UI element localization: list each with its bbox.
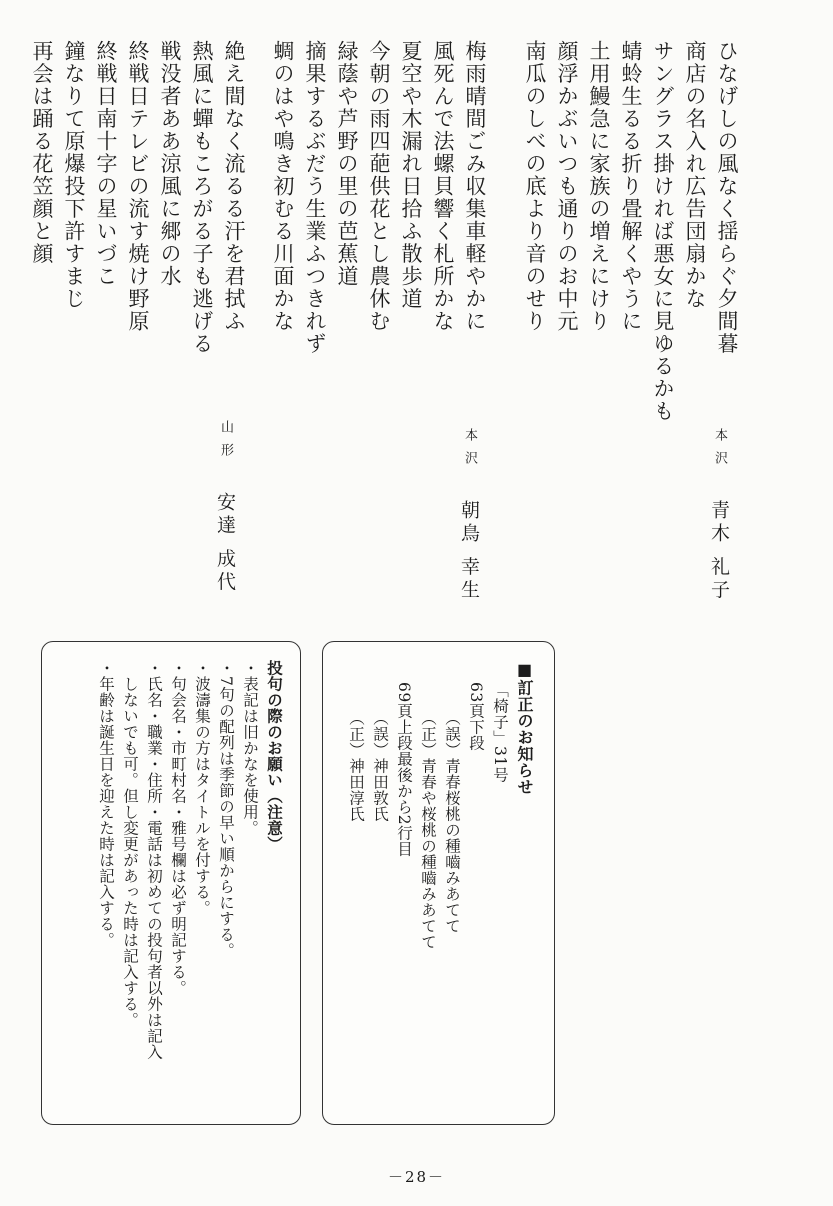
haiku-line: 風死んで法螺貝響く札所かな: [431, 40, 455, 333]
haiku-line: 蜩のはや鳴き初むる川面かな: [271, 40, 295, 333]
haiku-line: サングラス掛ければ悪女に見ゆるかも: [651, 40, 675, 423]
correction-line: （正）神田淳氏: [347, 710, 365, 822]
correction-line: 63頁下段: [467, 682, 485, 751]
haiku-line: 南瓜のしべの底より音のせり: [523, 40, 547, 333]
haiku-line: 熱風に蟬もころがる子も逃げる: [190, 40, 214, 355]
author-prefecture: 山形: [218, 420, 233, 466]
notes-item: ・句会名・市町村名・雅号欄は必ず明記する。: [169, 660, 187, 996]
correction-line: （正）青春や桜桃の種嚙みあてて: [419, 710, 437, 950]
page-number: －28－: [387, 1168, 446, 1186]
author-2: [456, 428, 483, 602]
haiku-line: 夏空や木漏れ日拾ふ散歩道: [399, 40, 423, 310]
haiku-line: 終戦日テレビの流す焼け野原: [126, 40, 150, 333]
haiku-line: 摘果するぶだう生業ふつきれず: [303, 40, 327, 355]
haiku-line: 蜻蛉生るる折り畳解くやうに: [619, 40, 643, 333]
poem-group-3: [30, 40, 246, 355]
haiku-line: 再会は踊る花笠顔と顔: [30, 40, 54, 265]
correction-box: [322, 641, 555, 1125]
haiku-line: 戦没者ああ涼風に郷の水: [158, 40, 182, 288]
haiku-line: 商店の名入れ広告団扇かな: [683, 40, 707, 310]
notes-item: ・波濤集の方はタイトルを付する。: [193, 660, 211, 916]
haiku-line: 緑蔭や芦野の里の芭蕉道: [335, 40, 359, 288]
correction-line: （誤）青春桜桃の種嚙みあてて: [443, 710, 461, 934]
author-prefecture: 本沢: [462, 428, 477, 474]
author-name: 安達 成代: [214, 492, 236, 595]
submission-notes-text: [94, 660, 286, 1110]
notes-item-continued: しないでも可。但し変更があった時は記入する。: [121, 676, 139, 1028]
notes-item: ・氏名・職業・住所・電話は初めての投句者以外は記入: [145, 660, 163, 1060]
haiku-line: 今朝の雨四葩供花とし農休む: [367, 40, 391, 333]
haiku-line: 顔浮かぶいつも通りのお中元: [555, 40, 579, 333]
author-name: 青木 礼子: [708, 500, 730, 603]
notes-item: ・表記は旧かなを使用。: [241, 660, 259, 836]
notes-item: ・7句の配列は季節の早い順からにする。: [217, 660, 235, 959]
correction-issue: 「椅子」31号: [491, 682, 509, 783]
author-1: [706, 428, 733, 602]
poem-group-2: [271, 40, 487, 355]
correction-title: ■訂正のお知らせ: [515, 660, 534, 795]
author-prefecture: 本沢: [712, 428, 727, 474]
correction-line: 69頁上段最後から2行目: [395, 682, 413, 858]
notes-item: ・年齢は誕生日を迎えた時は記入する。: [97, 660, 115, 948]
notes-title: 投句の際のお願い（注意）: [265, 660, 283, 852]
haiku-line: 鐘なりて原爆投下許すまじ: [62, 40, 86, 310]
haiku-line: ひなげしの風なく揺らぐ夕間暮: [715, 40, 739, 355]
author-3: [212, 420, 239, 594]
haiku-line: 土用鰻急に家族の増えにけり: [587, 40, 611, 333]
submission-notes-box: [41, 641, 301, 1125]
poem-group-1: [523, 40, 739, 423]
correction-text: [344, 660, 536, 1110]
author-name: 朝鳥 幸生: [458, 500, 480, 603]
haiku-line: 梅雨晴間ごみ収集車軽やかに: [463, 40, 487, 333]
haiku-line: 絶え間なく流るる汗を君拭ふ: [222, 40, 246, 333]
correction-line: （誤）神田敦氏: [371, 710, 389, 822]
haiku-line: 終戦日南十字の星いづこ: [94, 40, 118, 288]
